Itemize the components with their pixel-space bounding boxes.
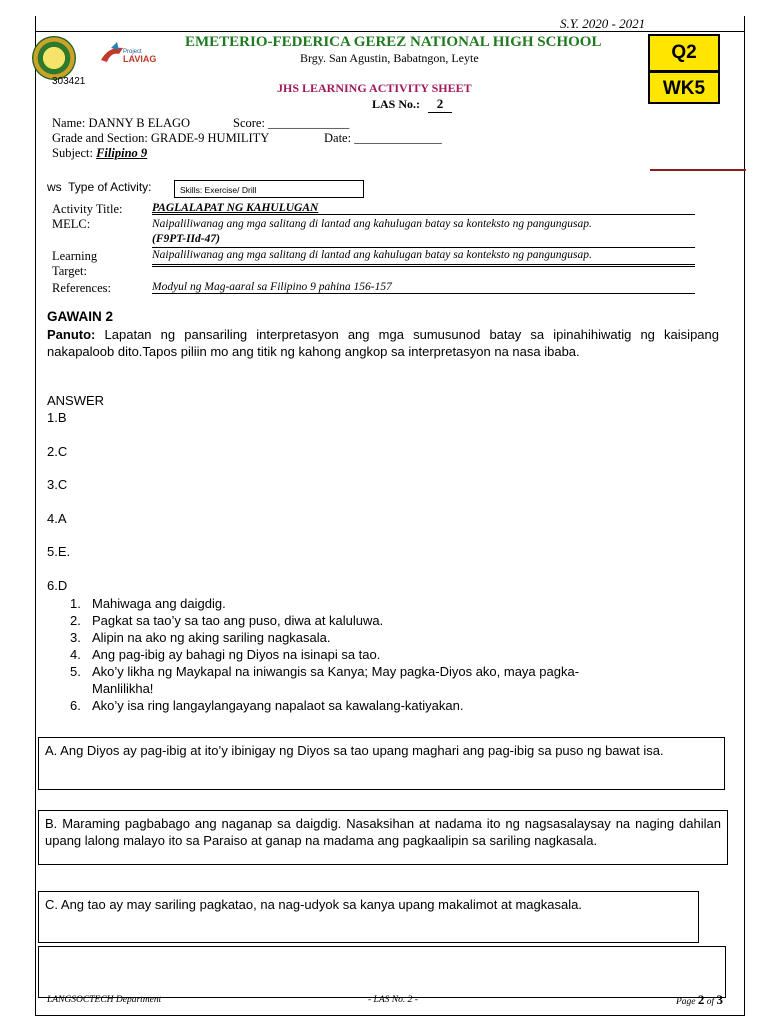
answer-3: 3.C	[47, 477, 68, 492]
page-prefix: Page	[676, 997, 696, 1007]
learning-target-label-1: Learning	[52, 249, 98, 263]
school-address: Brgy. San Agustin, Babatngon, Leyte	[300, 51, 479, 65]
answer-2: 2.C	[47, 444, 68, 459]
page-frame	[35, 16, 745, 1016]
project-logo-icon	[97, 42, 169, 66]
date-field: Date: ______________	[324, 131, 442, 145]
quarter-label: Q2	[650, 36, 718, 73]
learning-target-label-2: Target:	[52, 264, 87, 278]
gawain-title: GAWAIN 2	[47, 309, 114, 324]
activity-type-box: Skills: Exercise/ Drill	[174, 180, 364, 198]
answer-4: 4.A	[47, 511, 67, 526]
quarter-week-badge	[648, 34, 720, 104]
answer-heading: ANSWER	[47, 393, 105, 408]
student-name: Name: DANNY B ELAGO	[52, 116, 191, 130]
type-prefix: ws	[47, 180, 62, 194]
score-field: Score: _____________	[233, 116, 350, 130]
panuto-label: Panuto:	[47, 327, 96, 342]
page-of: of	[706, 997, 715, 1007]
choice-box-b: B. Maraming pagbabago ang naganap sa daigdig. Nasaksihan at nadama ito ng nagsasalaysay na naging dahilan upang lalong malayo ito sa Paraiso at ganap na madama ang pagkaalipin sa sariling nagkasala.	[38, 810, 728, 865]
list-item: 2. Pagkat sa tao’y sa tao ang puso, diwa at kaluluwa.	[70, 613, 384, 628]
list-item: 4. Ang pag-ibig ay bahagi ng Diyos na isinapi sa tao.	[70, 647, 381, 662]
sheet-title: JHS LEARNING ACTIVITY SHEET	[277, 81, 472, 95]
panuto-text: Lapatan ng pansariling interpretasyon ang mga sumusunod batay sa ipinahihiwatig ng kaisipang nakapaloob dito.Tapos piliin mo ang titik ng kahong angkop sa interpretasyon na nasa ibaba.	[47, 327, 719, 359]
las-label: LAS No.:	[372, 97, 421, 111]
week-label: WK5	[662, 78, 706, 99]
footer-page	[676, 992, 723, 1008]
subject-field	[52, 146, 147, 161]
type-of-activity	[47, 180, 152, 194]
melc-text: Naipaliliwanag ang mga salitang di lantad ang kahulugan batay sa konteksto ng pangungusap.	[152, 218, 592, 230]
subject-value: Filipino 9	[96, 146, 148, 160]
page-number: 2	[697, 992, 705, 1007]
logo-text-small: Project	[123, 49, 142, 55]
activity-title-value: PAGLALAPAT NG KAHULUGAN	[152, 202, 695, 215]
header-rule	[35, 31, 745, 32]
panuto-paragraph	[47, 326, 719, 360]
type-label: Type of Activity:	[68, 180, 152, 194]
choice-box-c: C. Ang tao ay may sariling pagkatao, na nag-udyok sa kanya upang makalimot at magkasala.	[38, 891, 699, 943]
subject-label: Subject:	[52, 146, 93, 160]
melc-label: MELC:	[52, 217, 91, 231]
statement-list	[70, 595, 670, 714]
list-item: 5. Ako’y likha ng Maykapal na iniwangis sa Kanya; May pagka-Diyos ako, maya pagka-Manlilikha!	[70, 664, 580, 696]
references-value: Modyul ng Mag-aaral sa Filipino 9 pahina 156-157	[152, 281, 695, 294]
activity-title-label: Activity Title:	[52, 202, 123, 216]
learning-target-value: Naipaliliwanag ang mga salitang di lantad ang kahulugan batay sa konteksto ng pangungusap.	[152, 249, 695, 265]
school-code: 303421	[52, 76, 86, 87]
side-red-line	[650, 169, 746, 171]
school-seal-icon	[32, 36, 76, 80]
footer-department: LANGSOCTECH Department	[47, 995, 162, 1005]
answer-6: 6.D	[47, 578, 68, 593]
footer-las: - LAS No. 2 -	[368, 995, 418, 1005]
melc-value	[152, 217, 695, 248]
target-underline	[152, 266, 695, 267]
answer-5: 5.E.	[47, 544, 71, 559]
melc-code: (F9PT-IId-47)	[152, 233, 220, 245]
page-total: 3	[716, 992, 724, 1007]
list-item: 3. Alipin na ako ng aking sariling nagkasala.	[70, 630, 331, 645]
logo-text: LAVIAG	[123, 54, 157, 64]
las-number: 2	[428, 96, 452, 113]
list-item: 6. Ako’y isa ring langaylangayang napalaot sa kawalang-katiyakan.	[70, 698, 464, 713]
grade-section: Grade and Section: GRADE-9 HUMILITY	[52, 131, 270, 145]
choice-box-a: A. Ang Diyos ay pag-ibig at ito’y ibinigay ng Diyos sa tao upang maghari ang pag-ibig sa puso ng bawat isa.	[38, 737, 725, 790]
learning-target-label	[52, 249, 97, 279]
school-name: EMETERIO-FEDERICA GEREZ NATIONAL HIGH SCHOOL	[185, 34, 602, 50]
list-item: 1. Mahiwaga ang daigdig.	[70, 596, 226, 611]
choice-box-empty	[38, 946, 726, 998]
answer-1: 1.B	[47, 410, 67, 425]
school-year: S.Y. 2020 - 2021	[560, 16, 646, 31]
references-label: References:	[52, 281, 111, 295]
